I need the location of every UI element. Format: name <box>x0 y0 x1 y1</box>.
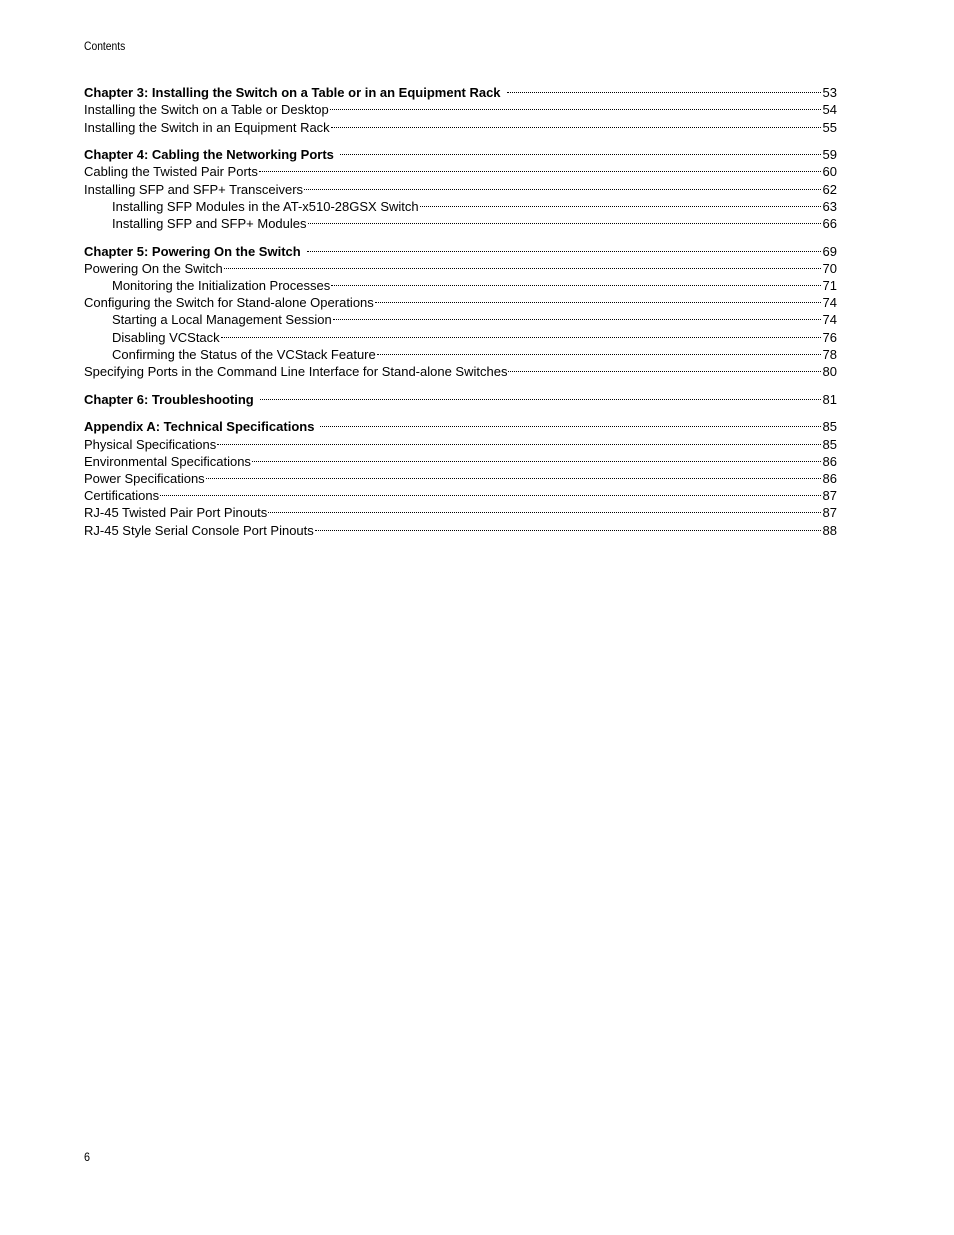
table-of-contents <box>84 80 837 538</box>
toc-entry-page: 59 <box>822 147 837 163</box>
toc-entry-page: 53 <box>822 85 837 101</box>
toc-entry-title: Certifications <box>84 488 160 504</box>
toc-entry-title: Installing the Switch on a Table or Desktop <box>84 102 329 118</box>
toc-entry-title: Powering On the Switch <box>84 260 223 276</box>
toc-entry-title: RJ-45 Twisted Pair Port Pinouts <box>84 505 268 521</box>
toc-entry-title: Installing the Switch in an Equipment Rack <box>84 119 330 135</box>
toc-chapter-entry[interactable] <box>84 414 837 435</box>
page-number: 6 <box>84 1150 91 1164</box>
toc-entry-title: Cabling the Twisted Pair Ports <box>84 164 258 180</box>
dot-leader <box>160 483 821 500</box>
toc-entry-title: Physical Specifications <box>84 436 217 452</box>
dot-leader <box>340 142 821 159</box>
toc-entry-title: RJ-45 Style Serial Console Port Pinouts <box>84 522 314 538</box>
toc-entry-title: Starting a Local Management Session <box>112 312 332 328</box>
toc-entry-page: 87 <box>822 505 837 521</box>
toc-chapter-entry[interactable] <box>84 387 837 407</box>
toc-entry-page: 85 <box>822 419 837 435</box>
dot-leader <box>508 359 821 376</box>
toc-entry-title: Disabling VCStack <box>112 329 220 345</box>
dot-leader <box>331 273 821 290</box>
toc-entry-page: 62 <box>822 181 837 197</box>
dot-leader <box>268 500 821 517</box>
toc-entry-page: 70 <box>822 260 837 276</box>
toc-entry-title: Environmental Specifications <box>84 453 251 469</box>
dot-leader <box>507 80 821 97</box>
toc-entry-title: Chapter 5: Powering On the Switch <box>84 243 301 259</box>
dot-leader <box>308 211 821 228</box>
toc-entry-title: Chapter 3: Installing the Switch on a Table or in an Equipment Rack <box>84 85 501 101</box>
dot-leader <box>375 290 821 307</box>
toc-entry-title: Chapter 4: Cabling the Networking Ports <box>84 147 334 163</box>
dot-leader <box>224 256 821 273</box>
dot-leader <box>206 466 821 483</box>
dot-leader <box>377 342 821 359</box>
toc-entry-page: 80 <box>822 364 837 379</box>
toc-entry-title: Chapter 6: Troubleshooting <box>84 391 254 407</box>
toc-entry-page: 88 <box>822 522 837 538</box>
toc-entry-title: Power Specifications <box>84 470 205 486</box>
toc-entry-page: 63 <box>822 198 837 214</box>
toc-section <box>84 414 837 538</box>
toc-entry-title: Confirming the Status of the VCStack Feature <box>112 346 376 362</box>
running-header: Contents <box>84 39 126 53</box>
toc-entry-title: Installing SFP and SFP+ Modules <box>112 216 307 231</box>
dot-leader <box>315 517 821 534</box>
toc-entry-page: 74 <box>822 312 837 328</box>
dot-leader <box>259 159 821 176</box>
toc-section <box>84 142 837 231</box>
toc-section <box>84 387 837 407</box>
toc-section <box>84 239 837 377</box>
dot-leader <box>420 194 821 211</box>
dot-leader <box>307 239 821 256</box>
toc-chapter-entry[interactable] <box>84 80 837 101</box>
dot-leader <box>330 97 821 114</box>
toc-chapter-entry[interactable] <box>84 239 837 259</box>
toc-entry-page: 78 <box>822 346 837 362</box>
dot-leader <box>304 176 821 193</box>
toc-entry-page: 87 <box>822 488 837 504</box>
dot-leader <box>333 307 821 324</box>
toc-entry-title: Specifying Ports in the Command Line Interface for Stand-alone Switches <box>84 364 508 379</box>
toc-entry-page: 69 <box>822 243 837 259</box>
toc-entry-page: 74 <box>822 295 837 311</box>
dot-leader <box>252 449 821 466</box>
toc-entry-page: 86 <box>822 453 837 469</box>
toc-entry-title: Installing SFP Modules in the AT-x510-28GSX Switch <box>112 198 419 214</box>
toc-entry[interactable] <box>84 483 837 504</box>
toc-entry-title: Installing SFP and SFP+ Transceivers <box>84 181 304 197</box>
toc-entry[interactable] <box>84 500 837 521</box>
toc-entry-page: 60 <box>822 164 837 180</box>
dot-leader <box>320 414 821 431</box>
toc-entry-title: Appendix A: Technical Specifications <box>84 419 315 435</box>
toc-entry-title: Configuring the Switch for Stand-alone Operations <box>84 295 374 311</box>
dot-leader <box>331 114 821 131</box>
toc-entry-title: Monitoring the Initialization Processes <box>112 278 331 294</box>
toc-section <box>84 80 837 135</box>
toc-entry-page: 85 <box>822 436 837 452</box>
dot-leader <box>260 387 821 404</box>
toc-entry-page: 71 <box>822 278 837 294</box>
toc-entry-page: 66 <box>822 216 837 231</box>
toc-entry-page: 76 <box>822 329 837 345</box>
dot-leader <box>221 324 821 341</box>
toc-entry-page: 54 <box>822 102 837 118</box>
toc-entry-page: 55 <box>822 119 837 135</box>
toc-chapter-entry[interactable] <box>84 142 837 163</box>
toc-entry-page: 86 <box>822 470 837 486</box>
toc-entry-page: 81 <box>822 391 837 407</box>
dot-leader <box>217 431 821 448</box>
